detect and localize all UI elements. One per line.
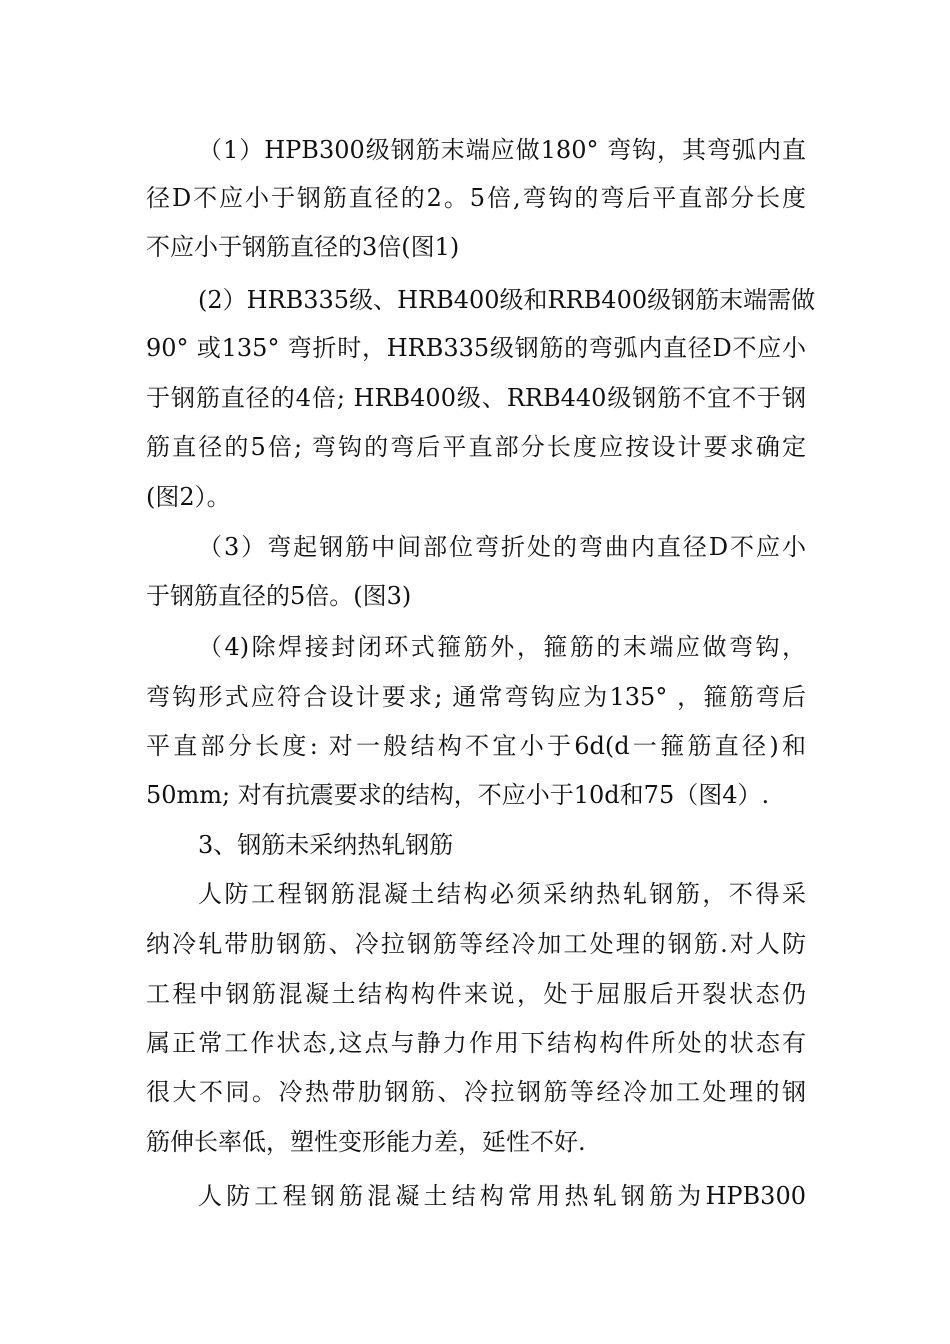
paragraph-6-line-1: 人防工程钢筋混凝土结构常用热轧钢筋为HPB300 bbox=[198, 1182, 806, 1210]
paragraph-5-line-6: 筋伸长率低，塑性变形能力差，延性不好. bbox=[146, 1128, 586, 1156]
paragraph-4-line-3: 平直部分长度: 对一般结构不宜小于6d(d一箍筋直径)和 bbox=[146, 732, 806, 760]
paragraph-4-line-4: 50mm; 对有抗震要求的结构，不应小于10d和75（图4）. bbox=[146, 781, 770, 809]
paragraph-1-line-1: （1）HPB300级钢筋末端应做180° 弯钩，其弯弧内直 bbox=[198, 136, 806, 164]
paragraph-2-line-2: 90° 或135° 弯折时，HRB335级钢筋的弯弧内直径D不应小 bbox=[146, 334, 806, 362]
paragraph-5-line-2: 纳冷轧带肋钢筋、冷拉钢筋等经冷加工处理的钢筋.对人防 bbox=[146, 930, 806, 958]
paragraph-1-line-3: 不应小于钢筋直径的3倍(图1) bbox=[146, 233, 460, 261]
paragraph-2-line-4: 筋直径的5倍; 弯钩的弯后平直部分长度应按设计要求确定 bbox=[146, 433, 806, 461]
paragraph-3-line-2: 于钢筋直径的5倍。(图3) bbox=[146, 582, 412, 610]
section-heading: 3、钢筋未采纳热轧钢筋 bbox=[198, 831, 454, 859]
paragraph-4-line-1: （4)除焊接封闭环式箍筋外，箍筋的末端应做弯钩， bbox=[198, 633, 806, 661]
paragraph-5-line-4: 属正常工作状态,这点与静力作用下结构构件所处的状态有 bbox=[146, 1029, 806, 1057]
paragraph-1-line-2: 径D不应小于钢筋直径的2。5倍,弯钩的弯后平直部分长度 bbox=[146, 184, 806, 212]
paragraph-2-line-1: (2）HRB335级、HRB400级和RRB400级钢筋末端需做 bbox=[198, 286, 816, 314]
paragraph-3-line-1: （3）弯起钢筋中间部位弯折处的弯曲内直径D不应小 bbox=[198, 533, 806, 561]
paragraph-5-line-5: 很大不同。冷热带肋钢筋、冷拉钢筋等经冷加工处理的钢 bbox=[146, 1078, 806, 1106]
paragraph-2-line-5: (图2）。 bbox=[146, 483, 231, 511]
paragraph-5-line-3: 工程中钢筋混凝土结构构件来说，处于屈服后开裂状态仍 bbox=[146, 980, 806, 1008]
paragraph-2-line-3: 于钢筋直径的4倍; HRB400级、RRB440级钢筋不宜不于钢 bbox=[146, 384, 806, 412]
paragraph-5-line-1: 人防工程钢筋混凝土结构必须采纳热轧钢筋，不得采 bbox=[198, 880, 806, 908]
paragraph-4-line-2: 弯钩形式应符合设计要求; 通常弯钩应为135° ，箍筋弯后 bbox=[146, 683, 806, 711]
